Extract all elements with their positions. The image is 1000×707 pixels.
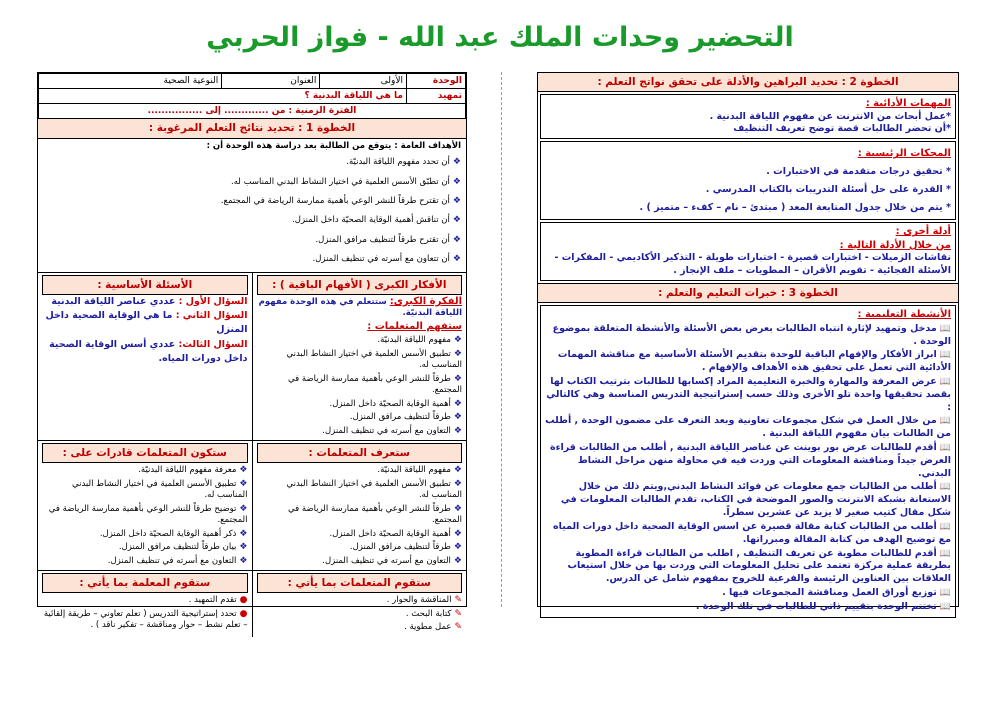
criteria-box bbox=[540, 141, 956, 220]
list-item: ❖أهمية الوقاية الصحيّة داخل المنزل. bbox=[329, 528, 462, 539]
page-title: التحضير وحدات الملك عبد الله - فواز الحربي bbox=[206, 22, 794, 53]
book-icon: 📖 bbox=[939, 482, 951, 493]
book-icon: 📖 bbox=[939, 376, 951, 387]
goals-list bbox=[43, 153, 461, 269]
pencil-icon: ✎ bbox=[454, 595, 462, 606]
criteria-item: * يتم من خلال جدول المتابعة المعد ( مبتدئ – نام – كفء – متميز ) . bbox=[639, 202, 951, 214]
list-item: 📖أقدم للطالبات مطوية عن تعريف التنظيف , اطلب من الطالبات قراءة المطوية بطريقة عملية مركزة تعتمد على تحليل المعلومات التي وردت بها من خلال استيعاب العلاقات بين العناوين الرئيسة والفرعية للخروج بمفهوم شامل عن الدرس. bbox=[567, 547, 951, 585]
students-do-list bbox=[257, 594, 463, 633]
list-item: ✎المناقشة والحوار . bbox=[386, 595, 462, 606]
dot-icon: ● bbox=[239, 608, 248, 619]
activities-heading: الأنشطة التعليمية : bbox=[857, 309, 951, 321]
book-icon: 📖 bbox=[939, 548, 951, 559]
unit-value: الأولى bbox=[320, 74, 407, 89]
list-item: 📖مدخل وتمهيد لإثارة انتباه الطالبات بعرض بعض الأسئلة والأنشطة المتعلقة بموضوع الوحدة . bbox=[552, 322, 951, 347]
list-item: 📖أقدم للطالبات عرض بور بوينت عن عناصر اللياقة البدنية , أطلب من الطالبات قراءة العرض جيداً ومناقشة المعلومات التي وردت فيه في محاولة منهن مراحل النشاط البدني. bbox=[550, 442, 951, 479]
will-be-able-col bbox=[38, 441, 253, 570]
list-item: ✎كتابة البحث . bbox=[405, 608, 462, 619]
teacher-does-col bbox=[38, 571, 253, 637]
teacher-does-header: ستقوم المعلمة بما يأتي : bbox=[42, 573, 248, 593]
diamond-icon: ❖ bbox=[452, 215, 461, 226]
will-be-able-list bbox=[42, 464, 248, 567]
list-item: ❖بيان طرقاً لتنظيف مرافق المنزل. bbox=[118, 542, 248, 553]
info-table bbox=[38, 73, 466, 119]
task-item: *أن تحضر الطالبات قصة توضح تعريف التنظيف bbox=[733, 123, 951, 135]
list-item: ❖مفهوم اللياقة البدنيّة. bbox=[377, 335, 462, 346]
title-value: النوعية الصحية bbox=[39, 74, 222, 89]
big-ideas-col bbox=[253, 273, 467, 440]
list-item: ❖تطبيق الأسس العلمية في اختيار النشاط البدني المناسب له. bbox=[286, 348, 462, 371]
list-item: ❖مفهوم اللياقة البدنيّة. bbox=[377, 465, 462, 476]
ideas-questions-row bbox=[38, 272, 466, 440]
unit-label: الوحدة bbox=[407, 74, 466, 89]
list-item: 📖أطلب من الطالبات كتابة مقالة قصيرة عن اسس الوقاية الصحية داخل دورات المياه مع توضيح الهدف من كتابة المقالة ومبرراتها. bbox=[553, 520, 951, 545]
will-know-list bbox=[257, 464, 463, 567]
diamond-icon: ❖ bbox=[239, 465, 248, 476]
list-item: ❖التعاون مع أسرته في تنظيف المنزل. bbox=[107, 555, 248, 566]
list-item: ❖أن تطبّق الأسس العلمية في اختيار النشاط البدني المناسب له. bbox=[231, 176, 461, 187]
list-item: 📖توزيع أوراق العمل ومناقشة المجموعات فيها . bbox=[722, 586, 951, 598]
list-item: ●تقدم التمهيد . bbox=[188, 595, 248, 606]
other-evidence-box bbox=[540, 222, 956, 281]
book-icon: 📖 bbox=[939, 443, 951, 454]
diamond-icon: ❖ bbox=[453, 503, 462, 514]
list-item: ❖طرقاً للنشر الوعي بأهمية ممارسة الرياضة في المجتمع. bbox=[288, 373, 462, 396]
period-row: الفترة الزمنية : من ............. إلى ................ bbox=[39, 104, 466, 119]
diamond-icon: ❖ bbox=[453, 542, 462, 553]
diamond-icon: ❖ bbox=[453, 373, 462, 384]
list-item: ❖ذكر أهمية الوقاية الصحيّة داخل المنزل. bbox=[99, 528, 248, 539]
activities-list bbox=[545, 323, 951, 614]
book-icon: 📖 bbox=[939, 521, 951, 532]
list-item: ❖أهمية الوقاية الصحيّة داخل المنزل. bbox=[329, 398, 462, 409]
list-item: ✎عمل مطوية . bbox=[404, 622, 462, 633]
book-icon: 📖 bbox=[939, 601, 951, 612]
do-row bbox=[38, 570, 466, 637]
diamond-icon: ❖ bbox=[453, 478, 462, 489]
activities-box bbox=[540, 305, 956, 617]
divider bbox=[501, 72, 502, 607]
pencil-icon: ✎ bbox=[454, 608, 462, 619]
list-item: ❖طرقاً للنشر الوعي بأهمية ممارسة الرياضة في المجتمع. bbox=[288, 503, 462, 526]
q2-label: السؤال الثاني : bbox=[175, 310, 248, 322]
diamond-icon: ❖ bbox=[452, 157, 461, 168]
understand-label: ستفهم المتعلمات : bbox=[367, 320, 462, 332]
step2-header: الخطوة 2 : تحديد البراهين والأدلة على تحقق نواتج التعلم : bbox=[538, 73, 958, 92]
diamond-icon: ❖ bbox=[453, 335, 462, 346]
diamond-icon: ❖ bbox=[453, 425, 462, 436]
tasks-box bbox=[540, 94, 956, 139]
list-item: ●تحدد إستراتيجية التدريس ( تعلم تعاوني – طريقة إلقائية – تعلم نشط – حوار ومناقشة – تفكير ناقد ) . bbox=[43, 608, 248, 631]
list-item: 📖أطلب من الطالبات جمع معلومات عن فوائد النشاط البدني,ويتم ذلك من خلال الاستعانة بشبكة الانترنت والصور الموضحة في الكتاب، تقدم الطالبات المعلومات في شكل مقال كتيب صغير لا يزيد عن عشرين سطراً. bbox=[560, 481, 951, 519]
diamond-icon: ❖ bbox=[452, 195, 461, 206]
diamond-icon: ❖ bbox=[453, 528, 462, 539]
diamond-icon: ❖ bbox=[239, 542, 248, 553]
diamond-icon: ❖ bbox=[453, 412, 462, 423]
q2-text: ما هي الوقاية الصحية داخل المنزل bbox=[45, 310, 248, 336]
q3-label: السؤال الثالث: bbox=[178, 338, 248, 350]
list-item: ❖توضيح طرقاً للنشر الوعي بأهمية ممارسة الرياضة في المجتمع. bbox=[48, 503, 248, 526]
goals-intro: الأهداف العامة : يتوقع من الطالبة بعد دراسة هذه الوحدة أن : bbox=[206, 140, 461, 151]
dot-icon: ● bbox=[239, 595, 248, 606]
big-idea-text: ستتعلم في هذه الوحدة مفهوم اللياقة البدنيّة. bbox=[258, 296, 462, 319]
list-item: ❖طرقاً لتنظيف مرافق المنزل. bbox=[349, 412, 462, 423]
other-evidence-text: نقاشات الزميلات - اختبارات قصيرة - اختبارات طويلة - التذكير الأكاديمي - المفكرات - الأسئلة الفجائية - تقويم الأقران – المطويات – ملف الإنجاز . bbox=[554, 252, 951, 277]
intro-value: ما هي اللياقة البدنية ؟ bbox=[39, 89, 407, 104]
diamond-icon: ❖ bbox=[453, 465, 462, 476]
diamond-icon: ❖ bbox=[239, 555, 248, 566]
left-page bbox=[37, 72, 467, 633]
diamond-icon: ❖ bbox=[453, 555, 462, 566]
list-item: 📖عرض المعرفة والمهارة والخبرة التعليمية المراد إكسابها للطالبات بترتيب الكتاب لها بقصد تحقيقها واحدة تلو الأخرى وذلك حسب إستراتيجية التدريس المناسبة وهي كالتالي : bbox=[546, 375, 951, 413]
goals-box bbox=[38, 139, 466, 272]
list-item: ❖معرفة مفهوم اللياقة البدنيّة. bbox=[138, 465, 248, 476]
big-ideas-header: الأفكار الكبرى ( الأفهام الباقية ) : bbox=[257, 275, 463, 295]
list-item: ❖أن تقترح طرقاً لتنظيف مرافق المنزل. bbox=[315, 234, 461, 245]
criteria-heading: المحكات الرئيسية : bbox=[857, 148, 951, 160]
diamond-icon: ❖ bbox=[453, 348, 462, 359]
list-item: 📖تختتم الوحدة بتقييم ذاتي للطالبات في تلك الوحدة . bbox=[695, 600, 951, 612]
diamond-icon: ❖ bbox=[452, 234, 461, 245]
list-item: 📖من خلال العمل في شكل مجموعات تعاونية وبعد التعرف على مضمون الوحدة , أطلب من الطالبات بيان مفهوم اللياقة البدنية . bbox=[545, 415, 951, 440]
criteria-item: * تحقيق درجات متقدمة في الاختبارات . bbox=[766, 166, 951, 178]
criteria-item: * القدرة على حل أسئلة التدريبات بالكتاب المدرسي . bbox=[705, 184, 951, 196]
will-know-header: ستعرف المتعلمات : bbox=[257, 443, 463, 463]
q3-text: عددي أسس الوقاية الصحية داخل دورات المياه. bbox=[49, 338, 248, 364]
list-item: ❖التعاون مع أسرته في تنظيف المنزل. bbox=[322, 425, 462, 436]
step3-header: الخطوة 3 : خبرات التعليم والتعلم : bbox=[538, 283, 958, 303]
list-item: ❖أن تقترح طرقاً للنشر الوعي بأهمية ممارسة الرياضة في المجتمع. bbox=[220, 195, 461, 206]
list-item: 📖ابراز الأفكار والإفهام الباقية للوحدة بتقديم الأسئلة الأساسية مع مناقشة المهمات الأدائية التي تعمل على تحقيق هذه الأهداف والإفهام . bbox=[557, 349, 951, 374]
diamond-icon: ❖ bbox=[452, 176, 461, 187]
diamond-icon: ❖ bbox=[452, 254, 461, 265]
know-able-row bbox=[38, 440, 466, 570]
list-item: ❖أن تناقش أهمية الوقاية الصحيّة داخل المنزل. bbox=[292, 215, 461, 226]
book-icon: 📖 bbox=[939, 323, 951, 334]
other-evidence-heading: أدلة أخرى : bbox=[895, 226, 951, 238]
questions-col bbox=[38, 273, 253, 440]
other-evidence-subheading: من خلال الأدلة التالية : bbox=[839, 239, 951, 251]
teacher-does-list bbox=[42, 594, 248, 631]
task-item: *عمل أبحاث من الانترنت عن مفهوم اللياقة البدنية . bbox=[709, 110, 951, 122]
right-page bbox=[537, 72, 959, 612]
step1-header: الخطوة 1 : تحديد نتائج التعلم المرغوبة : bbox=[38, 119, 466, 138]
list-item: ❖تطبيق الأسس العلمية في اختيار النشاط البدني المناسب له. bbox=[72, 478, 248, 501]
pencil-icon: ✎ bbox=[454, 622, 462, 633]
q1-text: عددي عناصر اللياقة البدنية bbox=[51, 295, 176, 307]
list-item: ❖أن تتعاون مع أسرته في تنظيف المنزل. bbox=[312, 254, 461, 265]
will-know-col bbox=[253, 441, 467, 570]
intro-label: تمهيد bbox=[407, 89, 466, 104]
big-idea-label: الفكرة الكبرى: bbox=[389, 295, 462, 307]
list-item: ❖أن تحدد مفهوم اللياقة البدنيّة. bbox=[346, 157, 461, 168]
list-item: ❖التعاون مع أسرته في تنظيف المنزل. bbox=[322, 555, 462, 566]
title-label: العنوان bbox=[222, 74, 320, 89]
diamond-icon: ❖ bbox=[239, 528, 248, 539]
understand-list bbox=[257, 334, 463, 437]
book-icon: 📖 bbox=[939, 416, 951, 427]
will-be-able-header: ستكون المتعلمات قادرات على : bbox=[42, 443, 248, 463]
students-do-header: ستقوم المتعلمات بما يأتي : bbox=[257, 573, 463, 593]
diamond-icon: ❖ bbox=[453, 398, 462, 409]
book-icon: 📖 bbox=[939, 587, 951, 598]
diamond-icon: ❖ bbox=[239, 503, 248, 514]
q1-label: السؤال الأول : bbox=[178, 295, 248, 307]
students-do-col bbox=[253, 571, 467, 637]
tasks-heading: المهمات الأدائية : bbox=[865, 98, 951, 110]
questions-header: الأسئلة الأساسية : bbox=[42, 275, 248, 295]
book-icon: 📖 bbox=[939, 350, 951, 361]
list-item: ❖تطبيق الأسس العلمية في اختيار النشاط البدني المناسب له. bbox=[286, 478, 462, 501]
diamond-icon: ❖ bbox=[239, 478, 248, 489]
list-item: ❖طرقاً لتنظيف مرافق المنزل. bbox=[349, 542, 462, 553]
